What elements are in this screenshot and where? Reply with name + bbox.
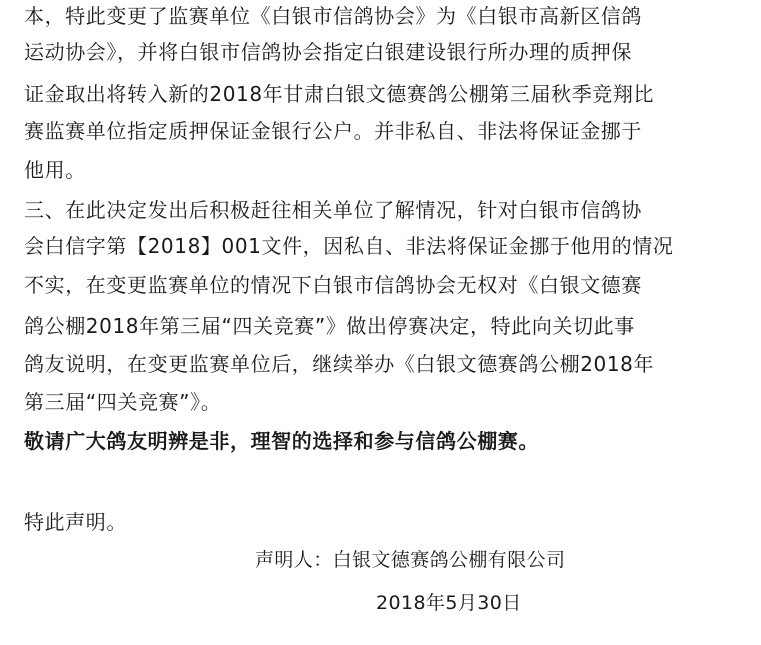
body-line: 鸽公棚2018年第三届“四关竞赛”》做出停赛决定，特此向关切此事 <box>24 314 635 338</box>
body-line: 会白信字第【2018】001文件，因私自、非法将保证金挪于他用的情况 <box>24 234 674 258</box>
body-line: 赛监赛单位指定质押保证金银行公户。并非私自、非法将保证金挪于 <box>24 119 642 143</box>
body-line: 本，特此变更了监赛单位《白银市信鸽协会》为《白银市高新区信鸽 <box>24 4 642 28</box>
body-line: 三、在此决定发出后积极赶往相关单位了解情况，针对白银市信鸽协 <box>24 198 642 222</box>
body-line: 不实，在变更监赛单位的情况下白银市信鸽协会无权对《白银文德赛 <box>24 273 642 297</box>
emphasis-line: 敬请广大鸽友明辨是非，理智的选择和参与信鸽公棚赛。 <box>24 429 539 453</box>
declarant-signature: 声明人：白银文德赛鸽公棚有限公司 <box>255 549 566 571</box>
declaration-date: 2018年5月30日 <box>376 592 522 614</box>
body-line: 鸽友说明，在变更监赛单位后，继续举办《白银文德赛鸽公棚2018年 <box>24 352 655 376</box>
body-line: 证金取出将转入新的2018年甘肃白银文德赛鸽公棚第三届秋季竞翔比 <box>24 82 655 106</box>
closing-statement: 特此声明。 <box>24 510 127 534</box>
body-line: 第三届“四关竞赛”》。 <box>24 390 222 414</box>
body-line: 他用。 <box>24 158 86 182</box>
body-line: 运动协会》，并将白银市信鸽协会指定白银建设银行所办理的质押保 <box>24 40 632 64</box>
